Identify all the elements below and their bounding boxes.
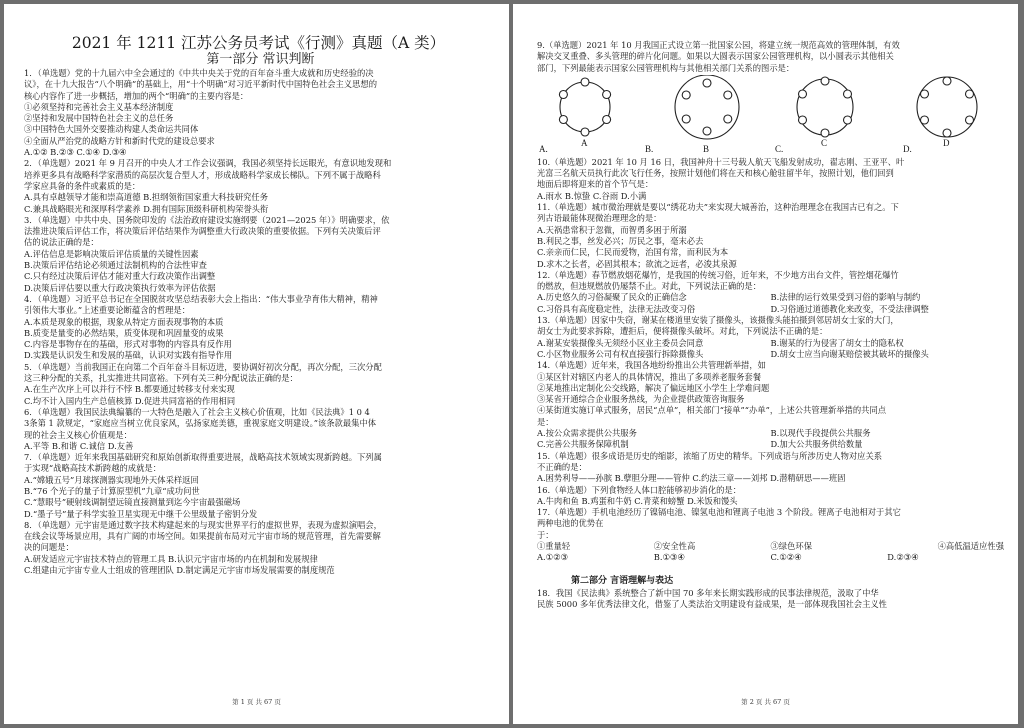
text-line: D.实践是认识发生和发展的基础，认识对实践有指导作用 [24,350,233,361]
text-line: 地面后即将迎来的首个节气是： [537,179,654,190]
text-line: D.“墨子号”量子科学实验卫星实现无中继千公里级量子密钥分发 [24,508,258,519]
question-9-text [537,40,1004,74]
text-line: 3条第 1 款规定，“家庭应当树立优良家风，弘扬家庭美德，重视家庭文明建设。”该条款最集中体 [24,418,377,429]
text-line: 决的问题是： [24,542,74,553]
text-line: 15.（单选题）很多成语是历史的缩影，浓缩了历史的精华。下列成语与所涉历史人物对应关系 [537,450,883,461]
text-line: D.决策后评估要以重大行政决策执行效率为评估依据 [24,282,216,293]
text-line: 16.（单选题）下列食物经人体口腔能够初步消化的是： [537,484,742,495]
q12-option-b: B.法律的运行效果受到习俗的影响与制约 [770,292,921,303]
text-line: 1．（单选题）党的十九届六中全会通过的《中共中央关于党的百年奋斗重大成就和历史经验的决 [24,68,374,78]
q9-figure-options [537,75,1004,157]
text-line: ③中国特色大国外交要推动构建人类命运共同体 [24,124,199,135]
question-14-text [537,360,1004,428]
text-line: C.组建由元宇宙专业人士组成的管理团队 D.制定满足元宇宙市场发展需要的制度规范 [24,565,335,576]
figure-b-label: B [703,143,710,154]
text-line: 的燃放，但违规燃放仍屡禁不止。对此，下列说法正确的是： [537,281,762,292]
text-line: A.平等 B.和谐 C.诚信 D.友善 [24,440,134,451]
q17-item-3: ③绿色环保 [770,540,812,551]
section-2-heading: 第二部分 言语理解与表达 [571,575,674,586]
text-line: 现的社会主义核心价值观是： [24,429,132,440]
q17-item-1: ①重量轻 [537,540,571,551]
q12-options-row-1 [537,292,1004,303]
text-line: A.“嫦娥五号”月球探测器实现地外天体采样返回 [24,474,199,485]
text-line: 9.（单选题）2021 年 10 月我国正式设立第一批国家公园，将建立统一规范高效的管理体制，有效 [537,40,900,50]
text-line: A.困势利导——孙膑 B.孽胆分理——管仲 C.约法三章——刘邦 D.潜精研思——班固 [537,473,846,484]
text-line: ③某省开通综合企业服务热线，为企业提供政策咨询服务 [537,394,745,405]
figure-c-option: C. [775,143,784,154]
page-2-footer: 第 2 页 共 67 页 [741,698,790,706]
figure-b-option: B. [645,143,654,154]
text-line: A.在生产次序上可以并行不悖 B.都要通过转移支付来实现 [24,384,235,395]
q14-option-b: B.以现代手段提供公共服务 [770,428,871,439]
text-line: C.亲亲而仁民，仁民而爱物，治国有常，而利民为本 [537,247,729,258]
q17-item-4: ④高低温适应性强 [937,540,1004,551]
document-page-1 [4,4,509,724]
text-line: A.研发适应元宇宙技术特点的管理工具 B.认识元宇宙市场的内在机制和发展规律 [24,553,318,564]
text-line: 光富三名航天员执行此次飞行任务，按照计划他们将在天和核心舱驻留半年，按照计划，他们回到 [537,168,894,179]
q17-option-d: D.②③④ [887,552,919,563]
text-line: 7．（单选题）近年来我国基础研究和原始创新取得重要进展，战略高技术领域实现新跨越。下列属 [24,452,382,463]
text-line: 是： [537,416,554,427]
text-line: B.“76 个光子的量子计算原型机”九章“成功问世 [24,485,200,496]
text-line: A.具有卓越领导才能和崇高道德 B.担纲领衔国家重大科技研究任务 [24,192,269,203]
q14-options-row-2 [537,439,1004,450]
text-line: 核心内容作了进一步概括，增加的两个“明确”的主要内容是： [24,90,249,101]
text-line: 18．我国《民法典》系统整合了新中国 70 多年来长期实践形成的民事法律规范，汲取了中华 [537,587,879,598]
q12-option-c: C.习俗具有高度稳定性，法律无法改变习俗 [537,303,696,314]
text-line: 17.（单选题）手机电池经历了镍镉电池、镍氢电池和锂离子电池 3 个阶段。锂离子电池相对于其它 [537,507,901,518]
figure-a-circles [559,78,610,136]
text-line: 民族 5000 多年优秀法律文化，借鉴了人类法治文明建设有益成果，是一部体现我国社会主义性 [537,598,887,609]
text-line: 法推进决策后评估工作，将决策后评估结果作为调整重大行政决策的重要依据。下列有关决策后评 [24,226,381,237]
q14-options-row-1 [537,428,1004,439]
text-line: 8．（单选题）元宇宙是通过数字技术构建起来的与现实世界平行的虚拟世界，表现为虚拟演唱会， [24,519,382,530]
text-line: 14.（单选题）近年来，我国各地纷纷推出公共管理新举措，如 [537,360,766,371]
text-line: ②某地推出定制化公交线路，解决了偏远地区小学生上学难问题 [537,382,770,393]
text-line: 6．（单选题）我国民法典编纂的一大特色是融入了社会主义核心价值观，比如《民法典》1 0 4 [24,406,370,417]
text-line: C.均不计入国内生产总值核算 D.促进共同富裕的作用相同 [24,395,236,406]
text-line: 胡女士为此要求拆除，遭拒后，便将摄像头破坏。对此，下列说法不正确的是： [537,326,828,337]
questions-10-12 [537,157,1004,293]
q17-items-row [537,541,1004,552]
text-line: 4．（单选题）习近平总书记在全国脱贫攻坚总结表彰大会上指出：“伟大事业孕育伟大精神，精神 [24,293,378,304]
text-line: 培养更多具有战略科学家潜质的高层次复合型人才，形成战略科学家成长梯队。下列不属于战略科 [24,169,381,180]
text-line: 3．（单选题）中共中央、国务院印发的《法治政府建设实施纲要（2021—2025 年）》明确要求，依 [24,214,390,225]
text-line: 两种电池的优势在 [537,518,604,529]
text-line: C.只有经过决策后评估才能对重大行政决策作出调整 [24,271,216,282]
text-line: C.兼具战略眼光和深厚科学素养 D.拥有国际顶级科研机构荣誉头衔 [24,203,269,214]
text-line: ④某街道实施订单式服务，居民“点单”，相关部门“接单”“办单”，上述公共管理新举措的共同点 [537,405,887,416]
q13-options-row-2 [537,349,1004,360]
text-line: A.天祸患常积于忽微，而智勇多困于所溺 [537,224,687,235]
q13-options-row-1 [537,338,1004,349]
q17-options-row [537,552,1004,563]
exam-title: 2021 年 1211 江苏公务员考试《行测》真题（A 类） [71,34,446,52]
text-line: 于： [537,529,554,540]
text-line: ①某区针对辖区内老人的具体情况，推出了多项养老服务套餐 [537,371,762,382]
page-2-content [537,40,1004,610]
q17-option-b: B.①③④ [653,552,685,563]
text-line: 在线会议等场景应用，具有广阔的市场空间。如果提前布局对元宇宙市场的规范管理，首先需要解 [24,531,381,542]
text-line: A.雨水 B.惊蛰 C.谷雨 D.小满 [537,190,647,201]
text-line: 引领伟大事业。”上述重要论断蕴含的哲理是： [24,305,191,316]
text-line: A.①② B.②③ C.①④ D.③④ [24,147,127,158]
page-1-footer: 第 1 页 共 67 页 [232,698,281,706]
text-line: 于实现“战略高技术新跨越的成就是： [24,463,161,474]
figure-c-circles [797,77,853,137]
q17-item-2: ②安全性高 [653,540,696,551]
text-line: A.本质是现象的根据，现象从特定方面表现事物的本质 [24,316,224,327]
q12-option-d: D.习俗通过道德教化来改变，不受法律调整 [770,303,929,314]
text-line: 列古语最能体现微治理理念的是： [537,213,662,224]
question-18-text [537,588,1004,611]
text-line: 5．（单选题）当前我国正在向第二个百年奋斗目标迈进，要协调好初次分配，再次分配，三次分配 [24,361,382,372]
text-line: A.评估信息是影响决策后评估质量的关键性因素 [24,248,199,259]
figure-d-label: D [943,137,950,148]
text-line: B.利民之事，丝发必兴；厉民之事，毫末必去 [537,235,704,246]
text-line: D.求木之长者，必固其根本；欲流之远者，必浚其泉源 [537,258,737,269]
text-line: C.内容是事物存在的基础，形式对事物的内容具有反作用 [24,339,232,350]
text-line: 13.（单选题）因家中失窃，谢某在楼道里安装了摄像头，该摄像头能拍摄到邻居胡女士家的大门， [537,315,899,326]
page-1-content [24,34,497,576]
q13-option-c: C.小区物业服务公司有权直接强行拆除摄像头 [537,348,704,359]
text-line: 不正确的是： [537,461,587,472]
text-line: 部门，下列最能表示国家公园管理机构与其他相关部门关系的图示是： [537,62,795,73]
figure-c-label: C [821,137,828,148]
q14-option-a: A.按公众需求提供公共服务 [537,428,637,439]
text-line: 估的说法正确的是： [24,237,99,248]
text-line: 解决交叉重叠、多头管理的碎片化问题。如果以大圆表示国家公园管理机构，以小圆表示其他相关 [537,51,894,62]
q14-option-c: C.完善公共服务保障机制 [537,439,629,450]
questions-15-17 [537,451,1004,541]
document-page-2 [513,4,1018,724]
question-13-text [537,315,1004,338]
text-line: 11.（单选题）城市微治理就是要以“绣花功夫”来实现大城善治，这种治理理念在我国古已有之。下 [537,202,899,213]
text-line: 12.（单选题）春节燃放烟花爆竹，是我国的传统习俗，近年来，不少地方出台文件，管控烟花爆竹 [537,269,899,280]
q13-option-a: A.谢某安装摄像头无须经小区业主委员会同意 [537,337,704,348]
text-line: 10.（单选题）2021 年 10 月 16 日，我国神舟十三号载人航天飞船发射成功，翟志刚、王亚平、叶 [537,156,905,167]
text-line: 议》，在十九大报告“八个明确”的基础上，用“十个明确”对习近平新时代中国特色社会主义思想的 [24,79,377,90]
section-1-heading: 第一部分 常识判断 [206,52,315,67]
q12-option-a: A.历史悠久的习俗凝聚了民众的正确信念 [537,292,687,303]
text-line: ②坚持和发展中国特色社会主义的总任务 [24,113,174,124]
text-line: 这三种分配的关系，扎实推进共同富裕。下列有关三种分配说法正确的是： [24,373,298,384]
page-1-text [24,68,497,576]
q9-circle-diagrams [537,75,1007,157]
text-line: 2．（单选题）2021 年 9 月召开的中央人才工作会议强调，我国必须坚持长远眼光，有意识地发现和 [24,158,392,169]
text-line: B.质变是量变的必然结果，质变体现和巩固量变的成果 [24,327,224,338]
q14-option-d: D.加大公共服务供给数量 [770,439,863,450]
text-line: 学家应具备的条件或素质的是： [24,180,141,191]
figure-a-option: A. [539,143,548,154]
q13-option-b: B.谢某的行为侵害了胡女士的隐私权 [770,337,904,348]
figure-d-option: D. [903,143,912,154]
text-line: C.“慧眼号”硬射线调制望远镜直接测量到迄今宇宙最强磁场 [24,497,241,508]
q17-option-a: A.①②③ [537,552,568,563]
text-line: B.决策后评估结论必须通过法制机构的合法性审查 [24,260,207,271]
text-line: ①必须坚持和完善社会主义基本经济制度 [24,101,174,112]
q13-option-d: D.胡女士应当向谢某赔偿被其破坏的摄像头 [770,348,929,359]
q12-options-row-2 [537,304,1004,315]
figure-d-circles [917,77,977,137]
figure-a-label: A [581,137,588,148]
figure-b-circles [675,75,739,139]
text-line: A.牛肉和鱼 B.鸡蛋和牛奶 C.青菜和螃蟹 D.米饭和馒头 [537,495,738,506]
text-line: ④全面从严治党的战略方针和新时代党的建设总要求 [24,135,215,146]
q17-option-c: C.①②④ [770,552,802,563]
